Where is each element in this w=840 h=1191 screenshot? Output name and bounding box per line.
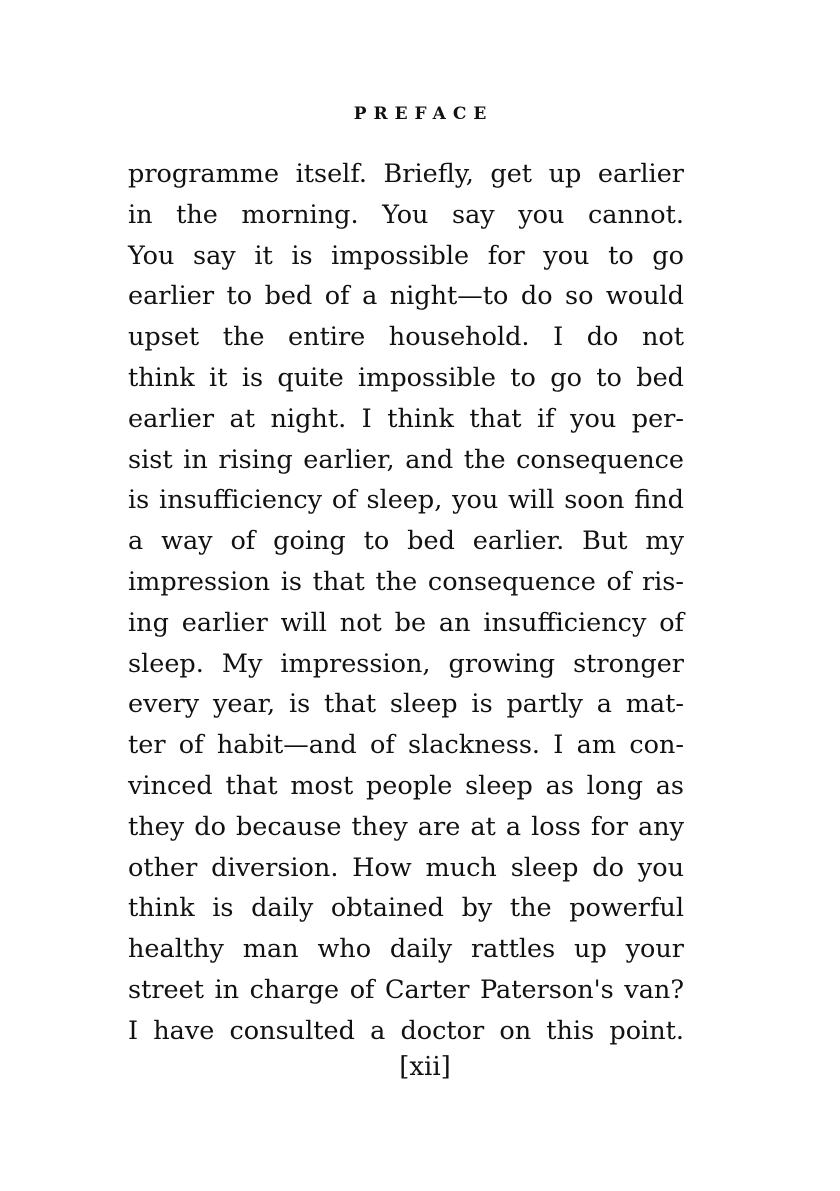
text-line: I have consulted a doctor on this point. [128,1015,684,1046]
text-line: ing earlier will not be an insufficiency of [128,607,684,638]
text-line: sist in rising earlier, and the consequence [128,444,684,475]
running-head: PREFACE [353,104,494,124]
text-line: impression is that the consequence of ris- [128,566,684,597]
text-line: a way of going to bed earlier. But my [128,526,684,557]
text-line: is insufficiency of sleep, you will soon find [128,485,684,516]
text-line: they do because they are at a loss for any [128,811,684,842]
text-line: street in charge of Carter Paterson's van? [128,974,684,1005]
text-line: think it is quite impossible to go to bed [128,362,684,393]
text-line: healthy man who daily rattles up your [128,934,684,965]
text-line: earlier to bed of a night—to do so would [128,281,684,312]
text-line: ter of habit—and of slackness. I am con- [128,730,684,761]
text-line: every year, is that sleep is partly a mat- [128,689,684,720]
body-text [128,154,684,1052]
text-line: programme itself. Briefly, get up earlier [128,159,684,189]
page-number: [xii] [399,1052,451,1082]
text-line: upset the entire household. I do not [128,322,684,353]
text-line: think is daily obtained by the powerful [128,893,684,924]
text-line: in the morning. You say you cannot. [128,199,684,230]
text-line: other diversion. How much sleep do you [128,852,684,883]
text-line: earlier at night. I think that if you per- [128,403,684,434]
text-line: sleep. My impression, growing stronger [128,648,684,679]
text-line: vinced that most people sleep as long as [128,770,684,801]
text-line: You say it is impossible for you to go [128,240,684,271]
